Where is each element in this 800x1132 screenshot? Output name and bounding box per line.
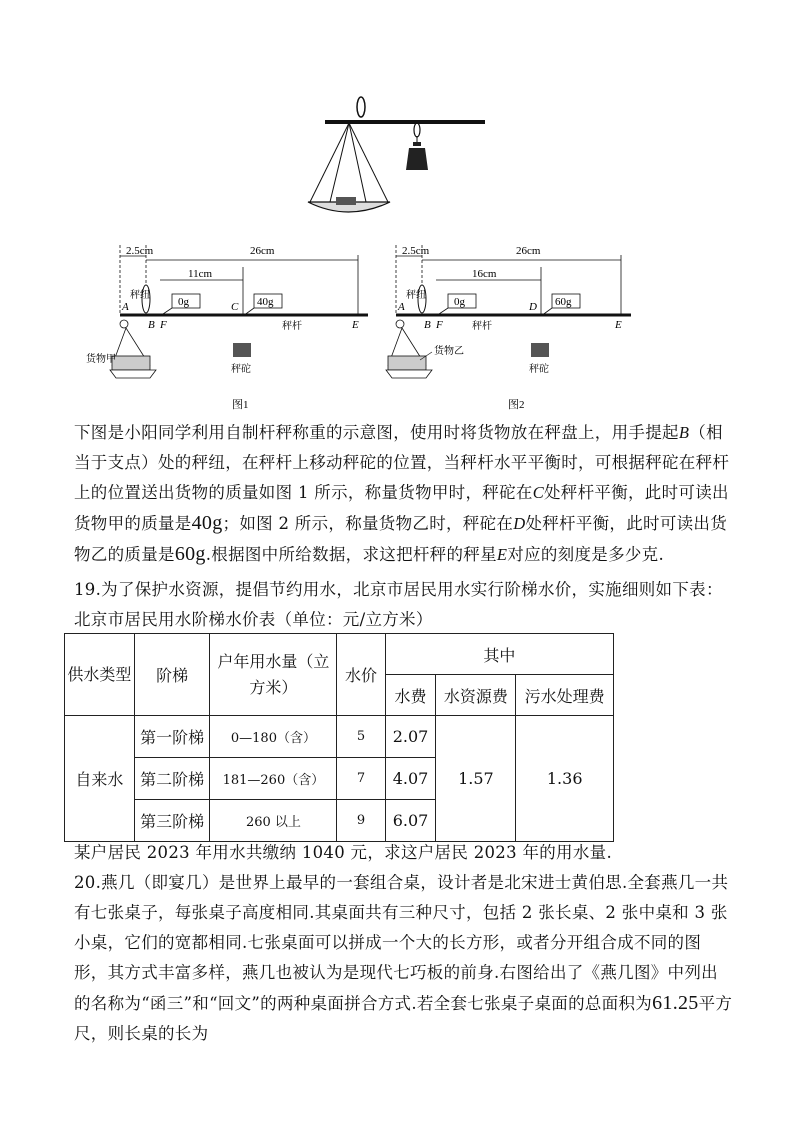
cell-type: 自来水	[65, 716, 135, 842]
header-water: 水费	[385, 675, 436, 716]
water-price-table	[64, 633, 614, 842]
fig2-goods-label: 货物乙	[434, 346, 464, 357]
fig2-rope-label: 秤纽	[406, 290, 426, 301]
lever-diagrams	[86, 240, 650, 415]
header-price: 水价	[337, 634, 385, 716]
fig1-dim-ab: 2.5cm	[126, 245, 154, 257]
fig2-label-e: E	[615, 319, 622, 331]
figure-2	[386, 245, 631, 411]
header-usage: 户年用水量（立方米）	[210, 634, 337, 716]
q20-area: 61.25	[652, 992, 699, 1014]
q19-intro: 19.为了保护水资源，提倡节约用水，北京市居民用水实行阶梯水价，实施细则如下表： 北京市居民用水阶梯水价表（单位：元/立方米）	[74, 575, 734, 635]
steelyard-illustration	[300, 90, 500, 220]
header-among: 其中	[385, 634, 613, 675]
header-sewage: 污水处理费	[516, 675, 614, 716]
fig2-label-f: F	[436, 319, 443, 331]
q18-mass-1: 40g	[191, 512, 223, 534]
header-type: 供水类型	[65, 634, 135, 716]
q19-question: 某户居民 2023 年用水共缴纳 1040 元，求这户居民 2023 年的用水量.	[74, 843, 612, 862]
fig1-weight-label: 秤砣	[231, 364, 251, 375]
fig2-label-b: B	[424, 319, 431, 331]
fig1-label-c: C	[231, 301, 239, 313]
fig1-weight-mark: 40g	[257, 296, 274, 308]
fig2-zero-mark: 0g	[454, 296, 465, 308]
fig2-label-a: A	[398, 301, 405, 313]
fig2-weight-label: 秤砣	[529, 364, 549, 375]
cell-sewage: 1.36	[516, 716, 614, 842]
header-tier: 阶梯	[134, 634, 210, 716]
fig1-label-b: B	[148, 319, 155, 331]
fig1-dim-ae: 26cm	[250, 245, 275, 257]
fig2-caption: 图2	[508, 399, 525, 411]
table-row: 第二阶梯 181—260（含） 7 4.07	[65, 758, 614, 800]
fig1-dim-fc: 11cm	[188, 268, 213, 280]
fig2-dim-ae: 26cm	[516, 245, 541, 257]
fig1-rod-label: 秤杆	[282, 321, 302, 332]
fig2-label-d: D	[529, 301, 537, 313]
fig2-weight-mark: 60g	[555, 296, 572, 308]
q18-mass-2: 60g	[174, 543, 206, 565]
q19-table-title: 北京市居民用水阶梯水价表（单位：元/立方米）	[74, 610, 433, 629]
fig2-dim-fd: 16cm	[472, 268, 497, 280]
fig1-caption: 图1	[232, 399, 249, 411]
fig1-goods-label: 货物甲	[86, 354, 116, 365]
fig1-zero-mark: 0g	[178, 296, 189, 308]
q20-text: 20.燕几（即宴几）是世界上最早的一套组合桌，设计者是北宋进士黄伯思.全套燕几一共有七张桌子，每张桌子高度相同.其桌面共有三种尺寸，包括 2 张长桌、2 张中桌和 3 张小桌，它们的宽都相同.七张桌面可以拼成一个大的长方形，或者分开组合成不同的图形，其方式丰富多样，燕几也被认为是现代七巧板的前身.右图给出了《燕几图》中列出的名称为“函三”和“回文”的两种桌面拼合方式.若全套七张桌子桌面的总面积为61.25平方尺，则长桌的长为	[74, 873, 733, 1043]
fig1-rope-label: 秤纽	[130, 290, 150, 301]
fig1-label-a: A	[122, 301, 129, 313]
header-resource: 水资源费	[436, 675, 516, 716]
fig2-dim-ab: 2.5cm	[402, 245, 430, 257]
figure-1	[86, 245, 368, 411]
cell-resource: 1.57	[436, 716, 516, 842]
fig1-label-e: E	[352, 319, 359, 331]
fig2-rod-label: 秤杆	[472, 321, 492, 332]
q18-text: 下图是小阳同学利用自制杆秤称重的示意图，使用时将货物放在秤盘上，用手提起B（相当于支点）处的秤纽，在秤杆上移动秤砣的位置，当秤杆水平平衡时，可根据秤砣在秤杆上的位置送出货物的质量如图 1 所示，称量货物甲时，秤砣在C处秤杆平衡，此时可读出货物甲的质量是40g；如图 2 所示，称量货物乙时，秤砣在D处秤杆平衡，此时可读出货物乙的质量是60g.根据图中所给数据，求这把杆秤的秤星E对应的刻度是多少克.	[74, 423, 730, 565]
fig1-label-f: F	[160, 319, 167, 331]
table-row: 第三阶梯 260 以上 9 6.07	[65, 800, 614, 842]
table-row: 自来水 第一阶梯 0—180（含） 5 2.07 1.57 1.36	[65, 716, 614, 758]
